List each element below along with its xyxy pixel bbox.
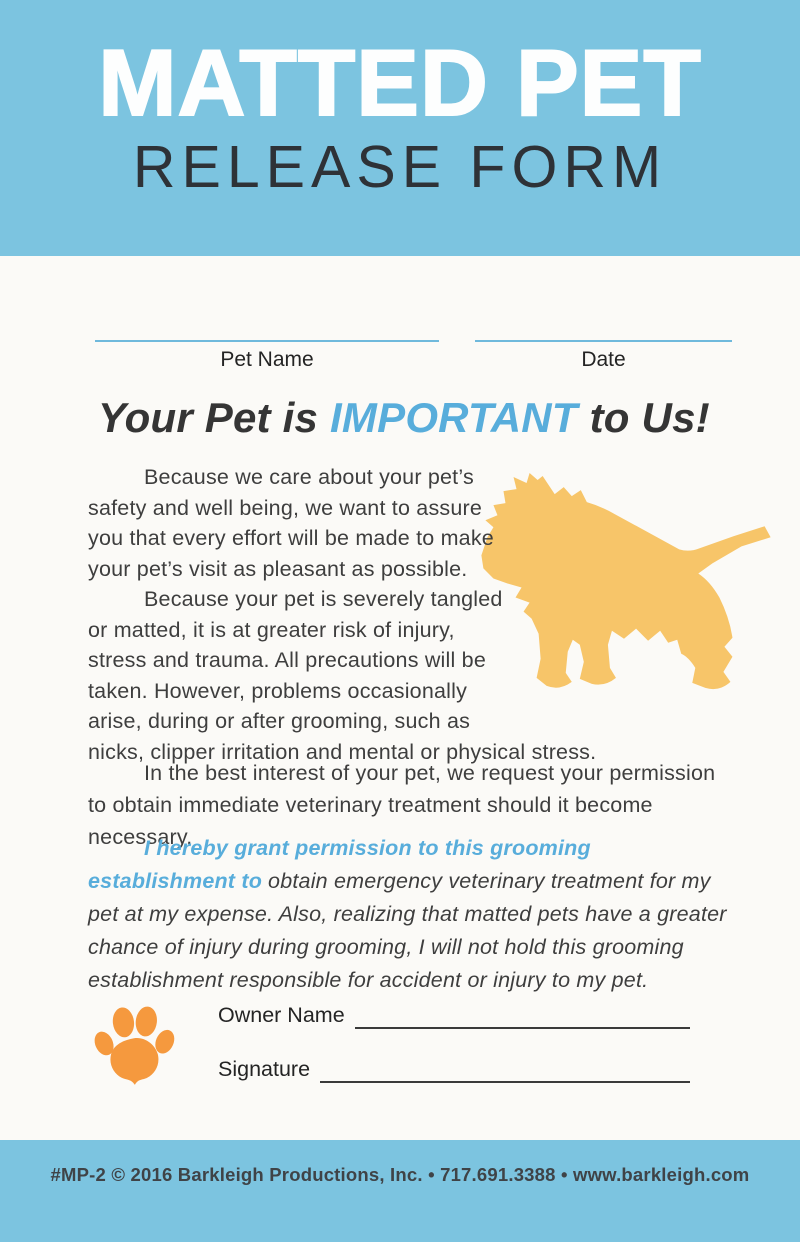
signature-fields	[218, 998, 690, 1094]
paragraph-2: Because your pet is severely tangled or matted, it is at greater risk of injury, stress and trauma. All precautions will be taken. However, problems occasionally arise, during or after grooming, such as nicks, clipper irritation and mental or physical stress.	[88, 587, 597, 764]
pet-name-label: Pet Name	[220, 348, 314, 371]
grant-rest-text: obtain emergency veterinary treatment for my pet at my expense. Also, realizing that matted pets have a greater chance of injury during grooming, I will not hold this grooming establishment responsible for accident or injury to my pet.	[88, 869, 727, 992]
heading-pre: Your Pet is	[98, 394, 319, 441]
dog-silhouette-icon	[520, 460, 772, 706]
pet-name-line[interactable]	[95, 318, 439, 342]
owner-name-row	[218, 1002, 690, 1029]
paragraph-4	[88, 832, 730, 997]
owner-name-line[interactable]	[355, 1023, 690, 1029]
date-field	[475, 318, 732, 372]
date-label: Date	[581, 348, 626, 371]
signature-line[interactable]	[320, 1077, 690, 1083]
form-subtitle: RELEASE FORM	[132, 134, 668, 200]
form-title: MATTED PET	[98, 30, 702, 135]
heading-post: to Us!	[589, 394, 710, 441]
grant-lead-text: I hereby grant permission to this grooming establishment to	[88, 836, 591, 893]
signature-label: Signature	[218, 1056, 311, 1081]
section-heading	[98, 394, 710, 442]
heading-highlight: IMPORTANT	[330, 394, 578, 441]
paragraph-1: Because we care about your pet’s safety and well being, we want to assure you that every effort will be made to make your pet’s visit as pleasant as possible.	[88, 465, 494, 581]
paragraph-3: In the best interest of your pet, we request your permission to obtain immediate veterinary treatment should it become necessary.	[88, 761, 716, 849]
signature-block	[90, 998, 690, 1094]
footer-band	[0, 1140, 800, 1242]
signature-row	[218, 1056, 690, 1083]
footer-text: #MP-2 © 2016 Barkleigh Productions, Inc. • 717.691.3388 • www.barkleigh.com	[50, 1164, 750, 1185]
date-line[interactable]	[475, 318, 732, 342]
owner-name-label: Owner Name	[218, 1003, 345, 1027]
pet-name-field	[95, 318, 439, 372]
intro-paragraphs	[88, 462, 730, 767]
grant-paragraph	[88, 832, 730, 997]
header-band	[0, 0, 800, 256]
paw-print-icon	[90, 1000, 178, 1094]
